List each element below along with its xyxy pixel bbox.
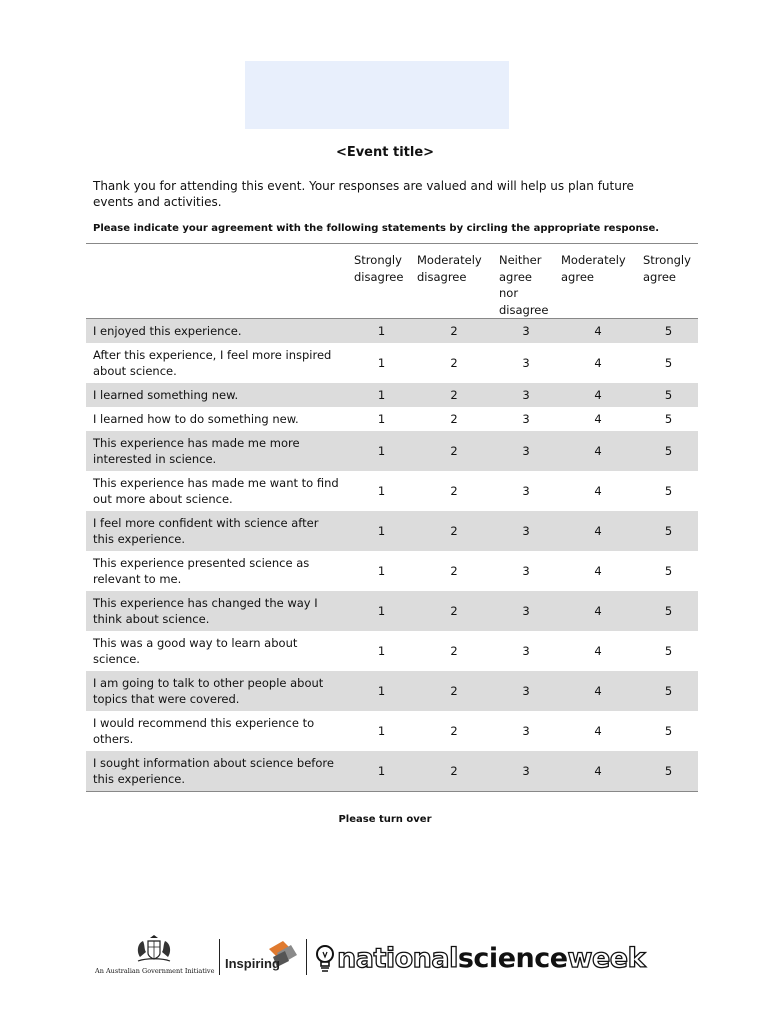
rating-option-3[interactable]: 3 — [495, 319, 557, 344]
statement-text: This was a good way to learn about science. — [93, 636, 298, 666]
statement-text: This experience has made me want to find out more about science. — [93, 476, 339, 506]
survey-row — [86, 319, 698, 344]
brand-week: week — [567, 943, 646, 974]
logo-placeholder — [245, 61, 509, 129]
statement-text: This experience presented science as relevant to me. — [93, 556, 310, 586]
statement-text: I feel more confident with science after this experience. — [86, 511, 350, 551]
header-moderately-disagree: Moderately disagree — [413, 244, 495, 319]
statement-text: This experience has made me more interested in science. — [86, 431, 350, 471]
statement-text: I am going to talk to other people about topics that were covered. — [86, 671, 350, 711]
statement-text: I sought information about science before this experience. — [86, 751, 350, 792]
rating-option-3[interactable]: 3 — [522, 724, 530, 738]
national-science-week-logo — [315, 943, 675, 975]
rating-option-2[interactable]: 2 — [413, 383, 495, 407]
inspiring-label: Inspiring — [225, 956, 280, 971]
rating-option-5[interactable]: 5 — [639, 383, 698, 407]
statement-text: I enjoyed this experience. — [86, 319, 350, 344]
header-neither: Neither agree nor disagree — [495, 244, 557, 319]
rating-option-2[interactable]: 2 — [413, 431, 495, 471]
statement-text: I learned something new. — [86, 383, 350, 407]
survey-row — [86, 383, 698, 407]
rating-option-5[interactable]: 5 — [664, 724, 673, 738]
rating-option-2[interactable]: 2 — [413, 319, 495, 344]
survey-table — [86, 243, 698, 792]
rating-option-5[interactable]: 5 — [639, 591, 698, 631]
rating-option-1[interactable]: 1 — [350, 671, 413, 711]
inspiring-australia-logo — [225, 939, 300, 977]
intro-text: Thank you for attending this event. Your responses are valued and will help us plan future events and activities. — [93, 179, 634, 209]
rating-option-2[interactable]: 2 — [413, 751, 495, 792]
rating-option-3[interactable]: 3 — [522, 356, 530, 370]
government-initiative-text: An Australian Government Initiative — [95, 967, 215, 975]
rating-option-5[interactable]: 5 — [639, 511, 698, 551]
rating-option-1[interactable]: 1 — [350, 431, 413, 471]
statement-text: After this experience, I feel more inspired about science. — [93, 348, 332, 378]
rating-option-3[interactable]: 3 — [495, 431, 557, 471]
rating-option-2[interactable]: 2 — [413, 511, 495, 551]
survey-row — [86, 431, 698, 471]
rating-option-5[interactable]: 5 — [639, 671, 698, 711]
header-strongly-agree: Strongly agree — [639, 244, 698, 319]
survey-row — [86, 711, 698, 751]
rating-option-3[interactable]: 3 — [495, 671, 557, 711]
survey-row — [86, 591, 698, 631]
rating-option-4[interactable]: 4 — [557, 319, 639, 344]
header-strongly-disagree: Strongly disagree — [350, 244, 413, 319]
survey-row — [86, 407, 698, 431]
rating-option-1[interactable]: 1 — [350, 751, 413, 792]
rating-option-4[interactable]: 4 — [557, 431, 639, 471]
rating-option-5[interactable]: 5 — [664, 356, 673, 370]
rating-option-4[interactable]: 4 — [557, 591, 639, 631]
statement-text: I learned how to do something new. — [93, 412, 299, 426]
rating-option-1[interactable]: 1 — [350, 319, 413, 344]
survey-row — [86, 511, 698, 551]
rating-option-3[interactable]: 3 — [522, 564, 530, 578]
lightbulb-icon — [315, 943, 335, 975]
rating-option-2[interactable]: 2 — [450, 564, 458, 578]
rating-option-3[interactable]: 3 — [522, 644, 530, 658]
rating-option-4[interactable]: 4 — [557, 671, 639, 711]
rating-option-5[interactable]: 5 — [664, 564, 673, 578]
rating-option-4[interactable]: 4 — [594, 644, 602, 658]
rating-option-3[interactable]: 3 — [495, 751, 557, 792]
rating-option-2[interactable]: 2 — [450, 412, 458, 426]
rating-option-4[interactable]: 4 — [557, 383, 639, 407]
rating-option-1[interactable]: 1 — [350, 591, 413, 631]
coat-of-arms-icon — [134, 935, 174, 965]
statement-header — [86, 244, 350, 319]
rating-option-2[interactable]: 2 — [413, 671, 495, 711]
rating-option-5[interactable]: 5 — [639, 319, 698, 344]
rating-option-1[interactable]: 1 — [377, 644, 386, 658]
statement-text: I would recommend this experience to others. — [93, 716, 315, 746]
survey-row — [86, 343, 698, 383]
footer-logos — [95, 935, 675, 980]
brand-national: national — [337, 943, 458, 974]
rating-option-1[interactable]: 1 — [350, 383, 413, 407]
rating-option-3[interactable]: 3 — [522, 484, 530, 498]
turn-over-note: Please turn over — [338, 814, 432, 825]
rating-option-5[interactable]: 5 — [639, 431, 698, 471]
survey-row — [86, 671, 698, 711]
rating-option-3[interactable]: 3 — [495, 511, 557, 551]
rating-option-2[interactable]: 2 — [450, 484, 458, 498]
government-logo — [95, 935, 213, 980]
survey-row — [86, 751, 698, 792]
survey-row — [86, 471, 698, 511]
rating-option-4[interactable]: 4 — [594, 724, 602, 738]
rating-option-1[interactable]: 1 — [377, 412, 386, 426]
rating-option-1[interactable]: 1 — [377, 356, 386, 370]
brand-science: science — [457, 943, 568, 974]
rating-option-1[interactable]: 1 — [377, 484, 386, 498]
rating-option-2[interactable]: 2 — [450, 644, 458, 658]
statement-text: This experience has changed the way I think about science. — [86, 591, 350, 631]
rating-option-5[interactable]: 5 — [664, 644, 673, 658]
rating-option-2[interactable]: 2 — [450, 356, 458, 370]
rating-option-4[interactable]: 4 — [557, 511, 639, 551]
rating-option-5[interactable]: 5 — [664, 484, 673, 498]
rating-option-4[interactable]: 4 — [594, 412, 602, 426]
rating-option-3[interactable]: 3 — [522, 412, 530, 426]
rating-option-4[interactable]: 4 — [594, 356, 602, 370]
survey-row — [86, 551, 698, 591]
rating-option-4[interactable]: 4 — [594, 564, 602, 578]
rating-option-2[interactable]: 2 — [413, 591, 495, 631]
header-moderately-agree: Moderately agree — [557, 244, 639, 319]
rating-option-4[interactable]: 4 — [557, 751, 639, 792]
survey-row — [86, 631, 698, 671]
rating-option-2[interactable]: 2 — [450, 724, 458, 738]
event-title: <Event title> — [335, 145, 435, 160]
survey-header-row — [86, 244, 698, 319]
rating-option-1[interactable]: 1 — [350, 511, 413, 551]
rating-option-3[interactable]: 3 — [495, 383, 557, 407]
rating-option-4[interactable]: 4 — [594, 484, 602, 498]
rating-option-1[interactable]: 1 — [377, 564, 386, 578]
rating-option-1[interactable]: 1 — [377, 724, 386, 738]
rating-option-5[interactable]: 5 — [639, 751, 698, 792]
footer-divider — [306, 939, 307, 975]
rating-option-3[interactable]: 3 — [495, 591, 557, 631]
national-science-week-wordmark — [337, 943, 645, 975]
footer-divider — [219, 939, 220, 975]
rating-option-5[interactable]: 5 — [664, 412, 673, 426]
instructions-text: Please indicate your agreement with the following statements by circling the appropriate response. — [93, 223, 660, 234]
